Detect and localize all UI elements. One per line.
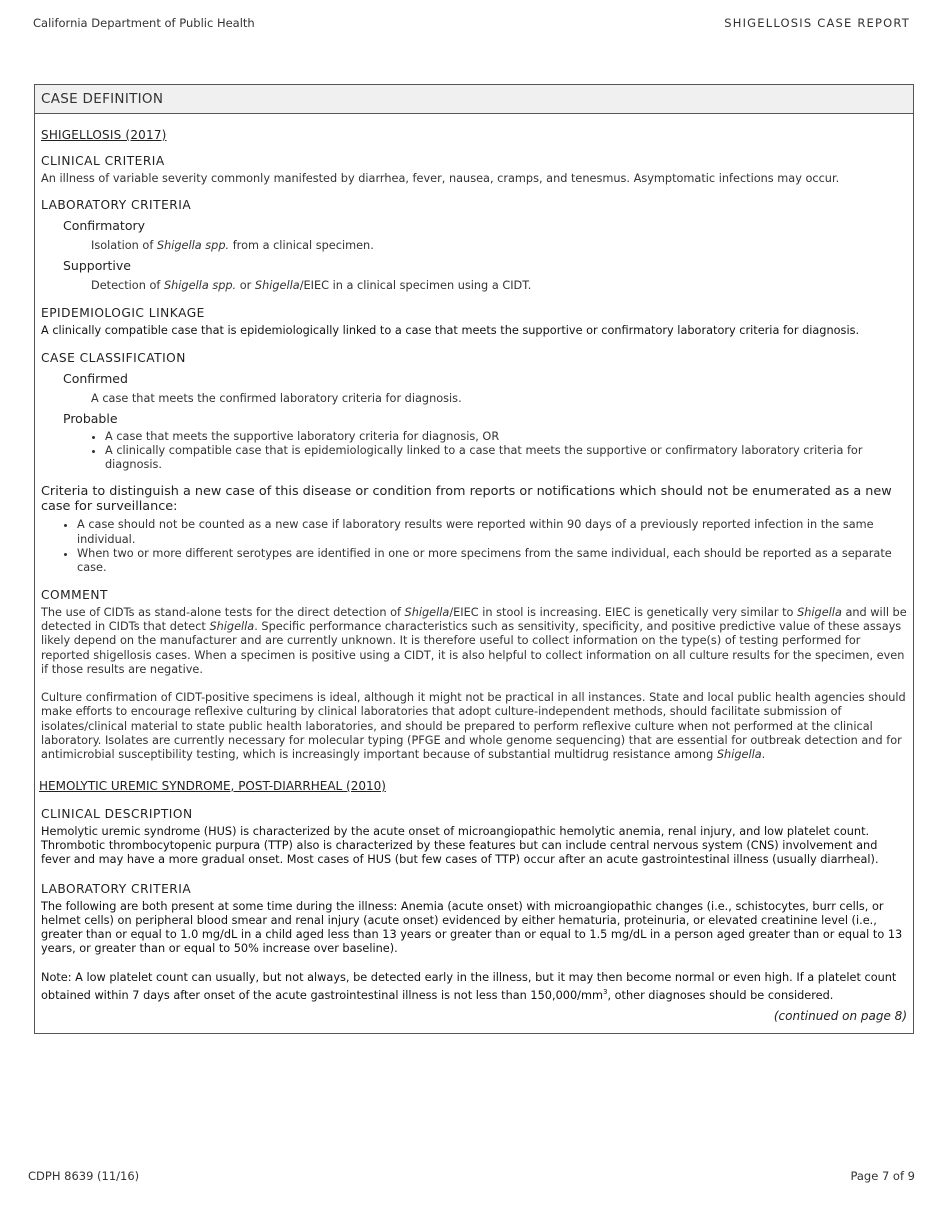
list-item: • A case that meets the supportive laboratory criteria for diagnosis, OR — [105, 430, 907, 444]
box-content — [35, 128, 913, 1023]
list-item: • A clinically compatible case that is epidemiologically linked to a case that meets the supportive or confirmatory laboratory criteria for diagnosis. — [105, 444, 907, 473]
hus-clinical-text: Hemolytic uremic syndrome (HUS) is characterized by the acute onset of microangiopathic hemolytic anemia, renal injury, and low platelet count. Thrombotic thrombocytopenic purpura (TTP) also is characterized by these features but can include central nervous system (CNS) involvement and fever and may have a more gradual onset. Most cases of HUS (but few cases of TTP) occur after an acute gastrointestinal illness (usually diarrheal). — [41, 824, 879, 867]
epi-linkage-text: A clinically compatible case that is epidemiologically linked to a case that meets the supportive or confirmatory laboratory criteria for diagnosis. — [41, 324, 860, 338]
epi-linkage-heading: EPIDEMIOLOGIC LINKAGE — [41, 306, 205, 321]
hus-clinical-heading: CLINICAL DESCRIPTION — [41, 806, 193, 821]
clinical-criteria-text: An illness of variable severity commonly manifested by diarrhea, fever, nausea, cramps, and tenesmus. Asymptomatic infections may occur. — [41, 172, 840, 185]
distinguish-criteria-text: Criteria to distinguish a new case of this disease or condition from reports or notifications which should not be enumerated as a new case for surveillance: — [41, 484, 892, 515]
lab-criteria-heading: LABORATORY CRITERIA — [41, 198, 192, 213]
supportive-label: Supportive — [63, 258, 131, 274]
comment-paragraph-2: Culture confirmation of CIDT-positive specimens is ideal, although it might not be practical in all instances. State and local public health agencies should make efforts to encourage reflexive culturing by clinical laboratories that adopt culture-independent methods, should facilitate submission of isolates/clinical material to state public health laboratories, and should be prepared to perform reflexive culture when not performed at the clinical laboratory. Isolates are currently necessary for molecular typing (PFGE and whole genome sequencing) that are essential for outbreak detection and for antimicrobial susceptibility testing, which is increasingly important because of substantial multidrug resistance among Shigella. — [41, 691, 906, 762]
hus-lab-text: The following are both present at some time during the illness: Anemia (acute onset) with microangiopathic changes (i.e., schistocytes, burr cells, or helmet cells) on peripheral blood smear and renal injury (acute onset) evidenced by either hematuria, proteinuria, or elevated creatinine level (i.e., greater than or equal to 1.0 mg/dL in a child aged less than 13 years or greater than or equal to 1.5 mg/dL in a person aged greater than or equal to 13 years, or greater than or equal to 50% increase over baseline). — [41, 899, 903, 956]
report-title: SHIGELLOSIS CASE REPORT — [724, 16, 910, 30]
agency-name: California Department of Public Health — [33, 16, 255, 30]
hus-lab-heading: LABORATORY CRITERIA — [41, 881, 192, 896]
confirmatory-label: Confirmatory — [63, 218, 146, 234]
confirmatory-text: Isolation of Shigella spp. from a clinical specimen. — [91, 239, 374, 253]
box-title: CASE DEFINITION — [35, 85, 913, 114]
continued-note: (continued on page 8) — [773, 1009, 907, 1024]
probable-label: Probable — [63, 410, 118, 426]
clinical-criteria-heading: CLINICAL CRITERIA — [41, 154, 165, 168]
probable-list — [105, 430, 907, 473]
list-item: • A case should not be counted as a new case if laboratory results were reported within 90 days of a previously reported infection in the same individual. — [77, 518, 907, 547]
case-definition-box — [34, 84, 914, 1034]
page-number: Page 7 of 9 — [850, 1169, 915, 1183]
shigellosis-title: SHIGELLOSIS (2017) — [41, 128, 167, 142]
comment-heading: COMMENT — [41, 587, 108, 602]
comment-paragraph-1: The use of CIDTs as stand-alone tests for the direct detection of Shigella/EIEC in stool is increasing. EIEC is genetically very similar to Shigella and will be detected in CIDTs that detect Shigella. Specific performance characteristics such as sensitivity, specificity, and positive predictive value of these assays likely depend on the manufacturer and are currently unknown. It is therefore useful to collect information on the type(s) of testing performed for reported shigellosis cases. When a specimen is positive using a CIDT, it is also helpful to collect information on all culture results for the specimen, even if those results are negative. — [41, 605, 907, 676]
case-classification-heading: CASE CLASSIFICATION — [41, 350, 186, 365]
confirmed-text: A case that meets the confirmed laboratory criteria for diagnosis. — [91, 391, 462, 405]
list-item: • When two or more different serotypes are identified in one or more specimens from the same individual, each should be reported as a separate case. — [77, 547, 907, 576]
confirmed-label: Confirmed — [63, 370, 128, 386]
hus-title: HEMOLYTIC UREMIC SYNDROME, POST-DIARRHEAL (2010) — [39, 778, 386, 793]
distinguish-list — [77, 518, 907, 575]
hus-note-text: Note: A low platelet count can usually, but not always, be detected early in the illness, but it may then become normal or even high. If a platelet count obtained within 7 days after onset of the acute gastrointestinal illness is not less than $150,000/mm^3$, other diagnoses should be considered. — [41, 970, 897, 1002]
form-number: CDPH 8639 (11/16) — [28, 1169, 140, 1183]
supportive-text: Detection of Shigella spp. or Shigella/EIEC in a clinical specimen using a CIDT. — [91, 279, 532, 293]
